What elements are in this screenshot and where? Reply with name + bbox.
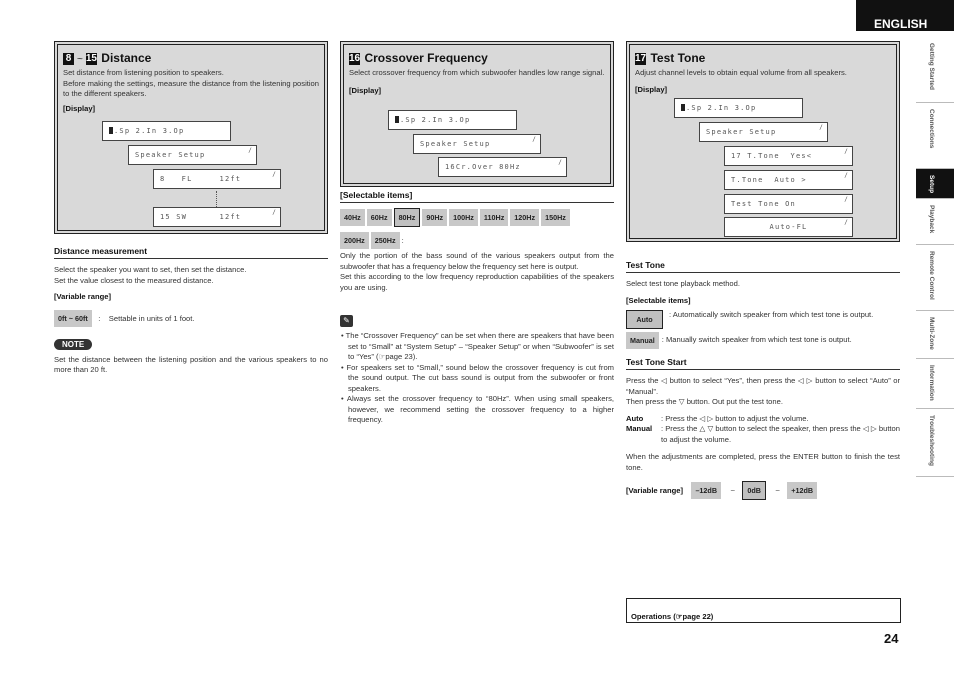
display-label: [Display] — [63, 103, 96, 113]
variable-range-label: [Variable range] — [54, 292, 111, 301]
colon: : — [401, 236, 404, 245]
lcd-screen: Test Tone On / — [724, 194, 853, 214]
tab-label: Multi-Zone — [928, 317, 935, 350]
note-badge: NOTE — [54, 339, 92, 350]
crossover-details — [340, 190, 614, 426]
lcd-screen: .Sp 2.In 3.Op — [102, 121, 231, 141]
tab-remote-control[interactable] — [916, 245, 954, 311]
option-desc: : Automatically switch speaker from which test tone is output. — [669, 310, 874, 319]
intro-text: Before making the settings, measure the distance from the listening position to the different speakers. — [63, 78, 319, 98]
frequency-option: 150Hz — [541, 209, 570, 226]
auto-option — [626, 310, 900, 329]
manual-instruction — [626, 424, 900, 445]
frequency-option: 60Hz — [367, 209, 392, 226]
section-number: 15 — [85, 53, 97, 64]
section-heading: Test Tone — [626, 260, 900, 273]
body-text: Only the portion of the bass sound of the various speakers output from the subwoofer that has a frequency below the frequency set here is output. — [340, 251, 614, 271]
crossover-heading — [349, 49, 605, 67]
tab-label: Setup — [928, 175, 935, 194]
body-text: Set this according to the low frequency reproduction capabilities of the speakers you are using. — [340, 272, 614, 292]
display-label: [Display] — [635, 84, 668, 94]
term-label: Auto — [626, 413, 644, 423]
auto-chip: Auto — [626, 310, 663, 329]
tilde: ~ — [730, 486, 735, 495]
pencil-icon: ✎ — [340, 315, 353, 327]
lcd-screen: Speaker Setup / — [699, 122, 828, 142]
intro-text: Set distance from listening position to speakers. — [63, 68, 224, 77]
lcd-screen: Speaker Setup / — [128, 145, 257, 165]
section-number: 16 — [349, 53, 361, 64]
tab-label: Remote Control — [928, 251, 935, 300]
tab-connections[interactable] — [916, 103, 954, 169]
section-title: Test Tone — [650, 51, 706, 65]
side-tabs — [916, 37, 954, 477]
tab-information[interactable] — [916, 359, 954, 409]
section-number: 17 — [635, 53, 647, 64]
distance-heading — [63, 49, 319, 67]
lcd-screen: .Sp 2.In 3.Op — [674, 98, 803, 118]
manual-chip: Manual — [626, 332, 659, 349]
crossover-box — [340, 41, 614, 187]
tab-troubleshooting[interactable] — [916, 409, 954, 477]
bullet-item: • Always set the crossover frequency to “80Hz”. When using small speakers, however, we recommend setting the crossover frequency to a higher frequency. — [341, 394, 614, 424]
lcd-screen: Speaker Setup / — [413, 134, 541, 154]
tilde: ~ — [775, 486, 780, 495]
variable-range-label: [Variable range] — [626, 486, 683, 495]
lcd-screen: .Sp 2.In 3.Op — [388, 110, 517, 130]
tab-multi-zone[interactable] — [916, 311, 954, 359]
test-tone-box — [626, 41, 900, 242]
tab-getting-started[interactable] — [916, 37, 954, 103]
tab-setup[interactable] — [916, 169, 954, 199]
range-chip: 0ft ~ 60ft — [54, 310, 92, 327]
test-tone-details — [626, 260, 900, 500]
frequency-option: 200Hz — [340, 232, 369, 249]
section-title: Distance — [101, 51, 152, 65]
colon: : — [98, 313, 101, 323]
body-text: Then press the ▽ button. Out put the test tone. — [626, 397, 783, 406]
auto-instruction — [626, 414, 900, 425]
term-desc: : Press the △ ▽ button to select the speaker, then press the ◁ ▷ button to adjust the volume. — [661, 424, 900, 444]
bullet-item: • The “Crossover Frequency” can be set when there are speakers that have been set to “Small” at “System Setup” – “Speaker Setup” or when “Subwoofer” is set to “Yes” (☞page 23). — [341, 331, 614, 361]
frequency-option: 100Hz — [449, 209, 478, 226]
frequency-option: 90Hz — [422, 209, 447, 226]
tab-label: Troubleshooting — [928, 415, 935, 466]
crossover-notes — [340, 331, 614, 426]
tab-label: Getting Started — [928, 43, 935, 90]
tab-label: Playback — [928, 205, 935, 234]
lcd-screen: 8 FL 12ft / — [153, 169, 281, 189]
frequency-option: 120Hz — [510, 209, 539, 226]
operations-box — [626, 598, 901, 623]
lcd-screen: 17 T.Tone Yes< / — [724, 146, 853, 166]
section-heading: Test Tone Start — [626, 357, 900, 370]
manual-option — [626, 332, 900, 349]
variable-range-row — [626, 480, 900, 500]
range-default-chip: 0dB — [742, 481, 766, 500]
range-max-chip: +12dB — [787, 482, 817, 499]
crossover-items-row — [340, 230, 614, 249]
section-heading: Distance measurement — [54, 246, 328, 259]
body-text: Select the speaker you want to set, then set the distance. — [54, 265, 247, 274]
page-number: 24 — [884, 631, 899, 646]
option-desc: : Manually switch speaker from which test tone is output. — [661, 335, 852, 344]
section-heading: [Selectable items] — [340, 190, 614, 203]
frequency-option: 80Hz — [394, 208, 421, 227]
section-title: Crossover Frequency — [364, 51, 488, 65]
lcd-screen: Auto-FL / — [724, 217, 853, 237]
frequency-option: 110Hz — [480, 209, 508, 226]
note-text: Set the distance between the listening position and the various speakers to no more than 20 ft. — [54, 354, 328, 374]
lcd-screen: 15 SW 12ft / — [153, 207, 281, 227]
lcd-screen: 16Cr.Over 80Hz / — [438, 157, 567, 177]
distance-measurement-section — [54, 246, 328, 376]
distance-box — [54, 41, 328, 234]
range-desc: Settable in units of 1 foot. — [108, 313, 195, 323]
tab-playback[interactable] — [916, 199, 954, 245]
body-text: Select test tone playback method. — [626, 279, 740, 288]
selectable-label: [Selectable items] — [626, 295, 691, 305]
frequency-option: 250Hz — [371, 232, 400, 249]
tilde: ~ — [77, 54, 83, 65]
crossover-items-row — [340, 207, 614, 227]
range-min-chip: –12dB — [691, 482, 721, 499]
term-label: Manual — [626, 424, 653, 433]
lcd-screen: T.Tone Auto > / — [724, 170, 853, 190]
tab-label: Connections — [928, 109, 935, 149]
intro-text: Adjust channel levels to obtain equal volume from all speakers. — [635, 68, 847, 77]
section-number: 8 — [63, 53, 74, 65]
intro-text: Select crossover frequency from which subwoofer handles low range signal. — [349, 68, 605, 77]
frequency-option: 40Hz — [340, 209, 365, 226]
test-tone-heading — [635, 49, 891, 67]
term-desc: : Press the ◁ ▷ button to adjust the volume. — [661, 413, 809, 423]
language-label: ENGLISH — [856, 0, 954, 31]
display-label: [Display] — [349, 85, 382, 95]
body-text: Set the value closest to the measured distance. — [54, 275, 214, 285]
body-text: Press the ◁ button to select “Yes”, then press the ◁ ▷ button to select “Auto” or “Manual”. — [626, 376, 900, 396]
bullet-item: • For speakers set to “Small,” sound below the crossover frequency is cut from the sound output. The cut bass sound is output from the subwoofer or front speakers. — [341, 362, 614, 393]
tab-label: Information — [928, 365, 935, 401]
operations-link[interactable]: Operations (☞page 22) — [631, 612, 714, 621]
body-text: When the adjustments are completed, press the ENTER button to finish the test tone. — [626, 452, 900, 472]
